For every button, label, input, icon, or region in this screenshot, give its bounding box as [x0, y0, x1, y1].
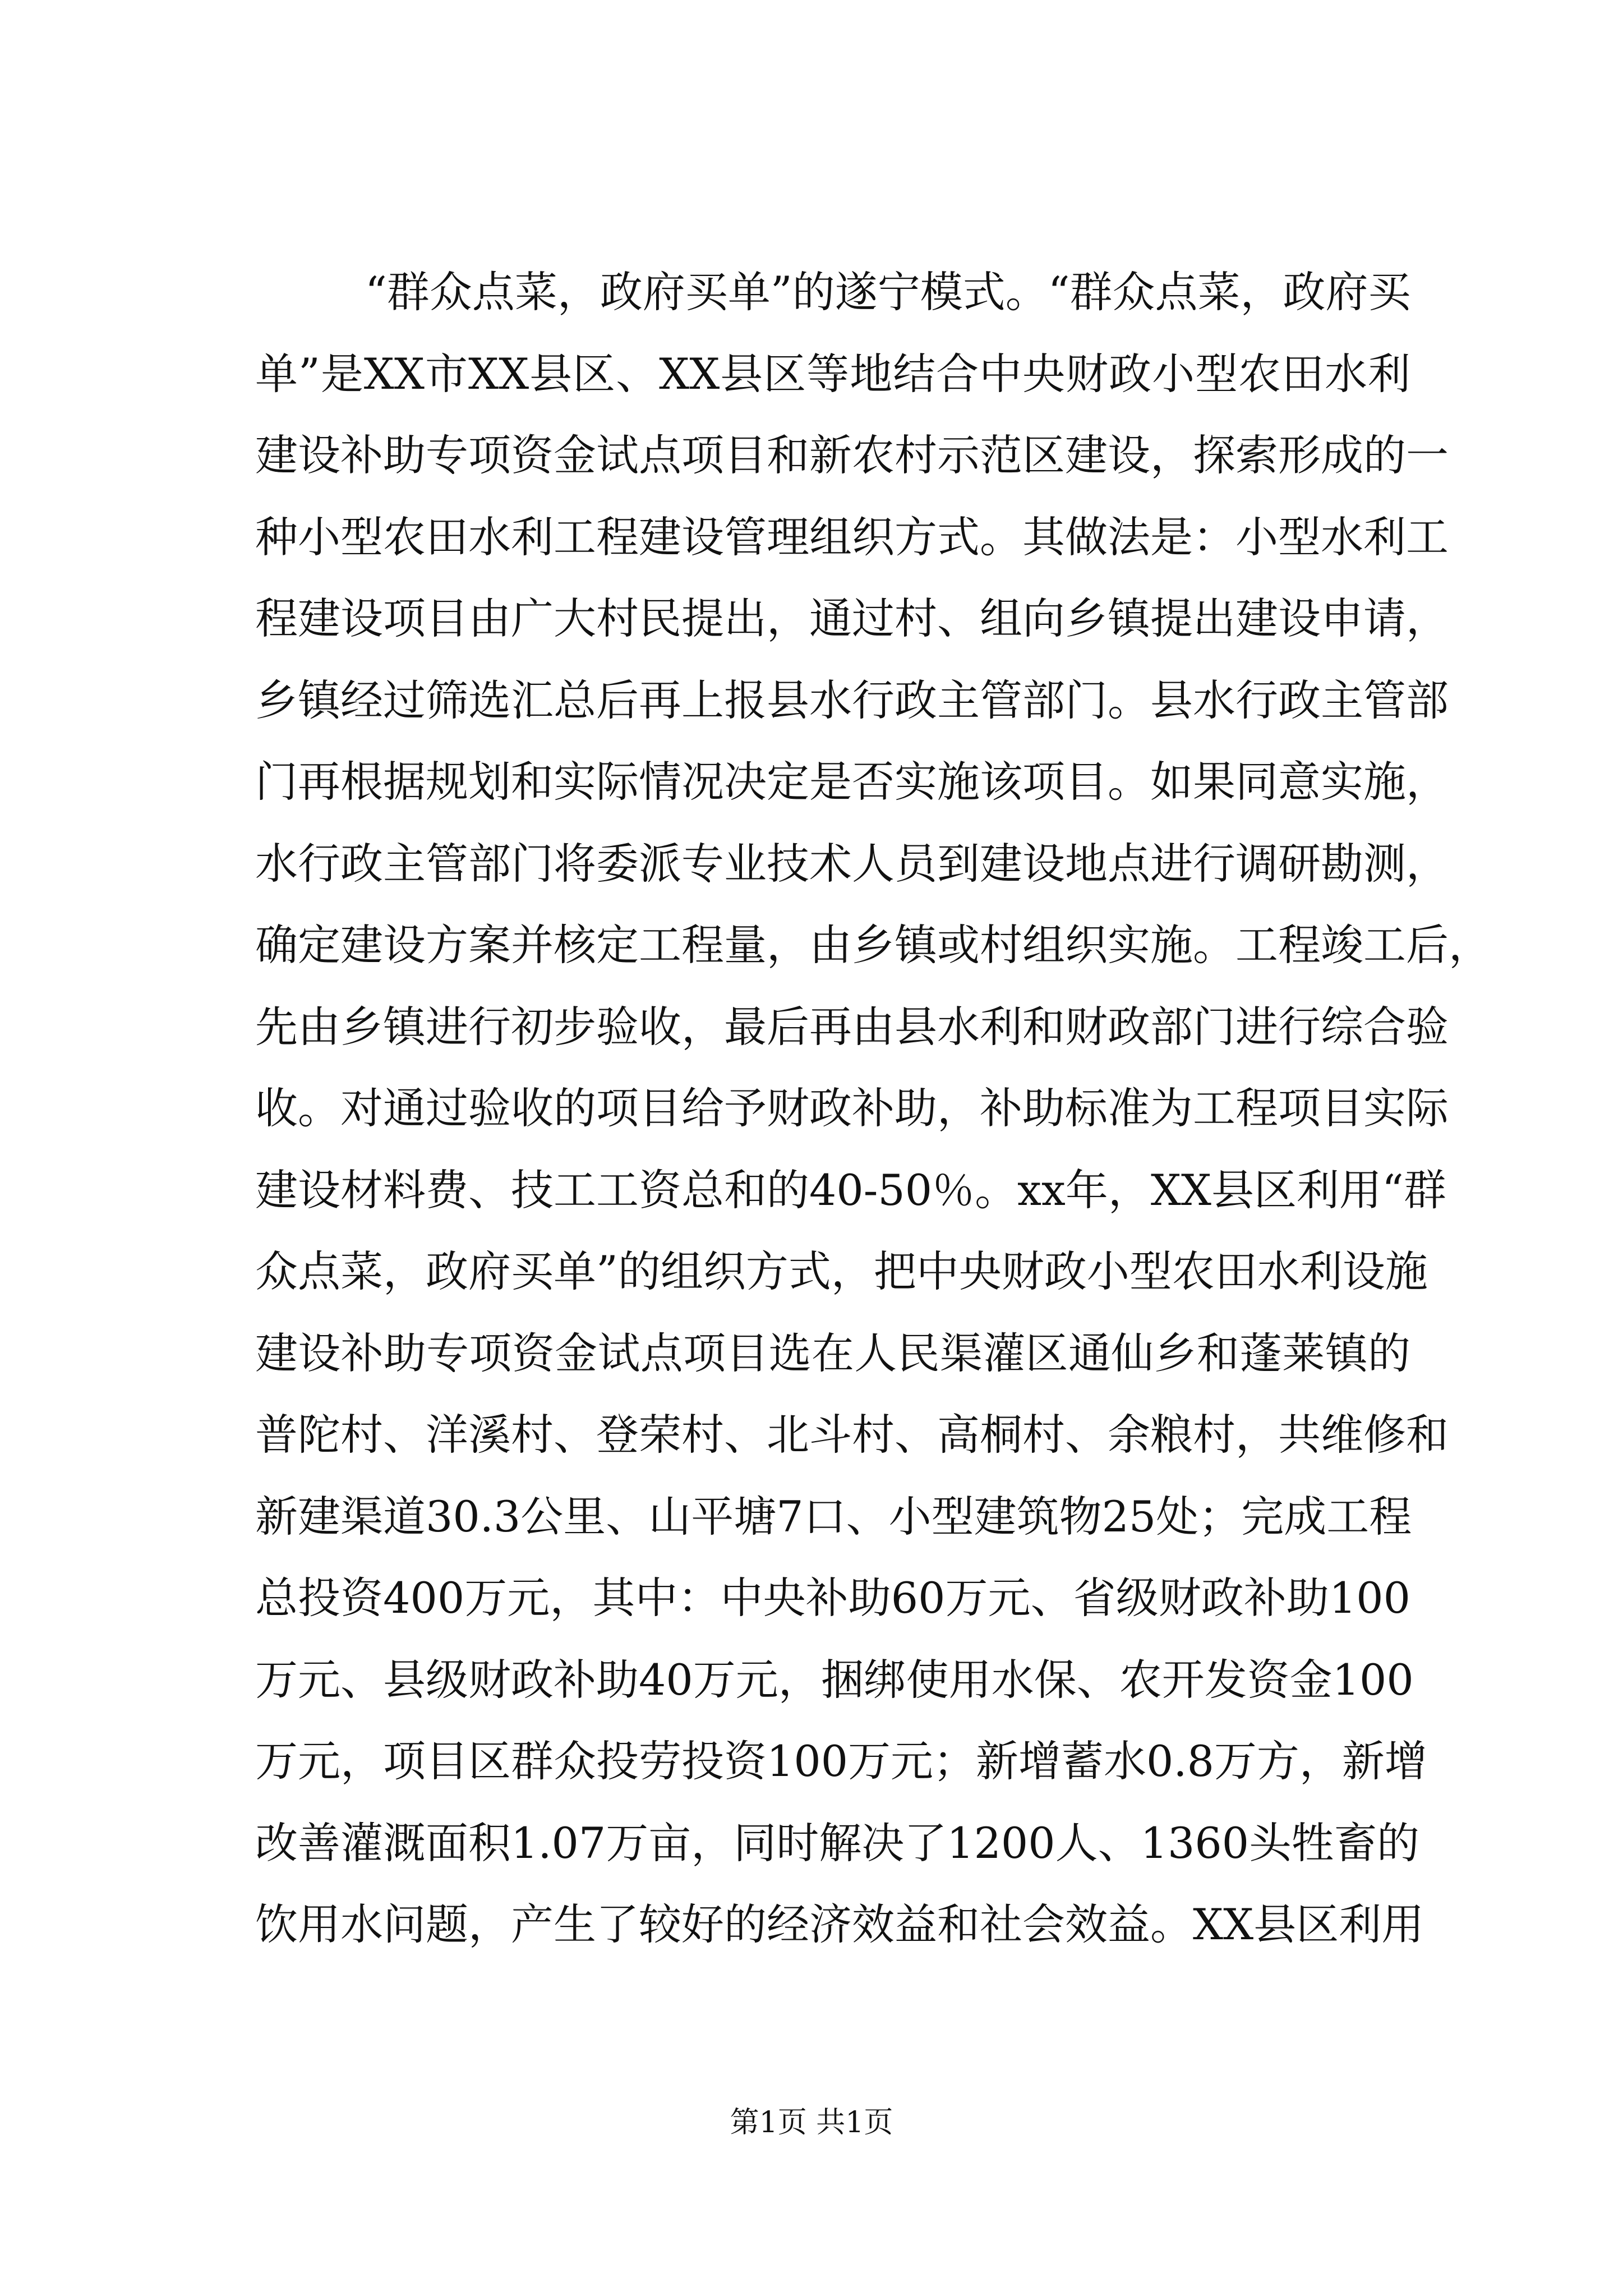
text-line: 确定建设方案并核定工程量，由乡镇或村组织实施。工程竣工后，	[255, 920, 1491, 970]
text-line: 改善灌溉面积1.07万亩，同时解决了1200人、1360头牲畜的	[255, 1818, 1420, 1868]
text-line: 建设材料费、技工工资总和的40-50％。xx年，XX县区利用“群	[255, 1165, 1446, 1215]
text-line: 新建渠道30.3公里、山平塘7口、小型建筑物25处；完成工程	[255, 1491, 1412, 1542]
text-line: 建设补助专项资金试点项目选在人民渠灌区通仙乡和蓬莱镇的	[255, 1328, 1410, 1378]
text-line: 众点菜，政府买单”的组织方式，把中央财政小型农田水利设施	[255, 1246, 1428, 1296]
text-line: 水行政主管部门将委派专业技术人员到建设地点进行调研勘测，	[255, 838, 1449, 889]
text-line: 总投资400万元，其中：中央补助60万元、省级财政补助100	[255, 1573, 1410, 1623]
text-line: 程建设项目由广大村民提出，通过村、组向乡镇提出建设申请，	[255, 593, 1449, 643]
text-line: 乡镇经过筛选汇总后再上报县水行政主管部门。县水行政主管部	[255, 675, 1449, 725]
text-line: 单”是XX市XX县区、XX县区等地结合中央财政小型农田水利	[255, 348, 1410, 399]
text-line: 先由乡镇进行初步验收，最后再由县水利和财政部门进行综合验	[255, 1001, 1449, 1052]
text-line: 建设补助专项资金试点项目和新农村示范区建设，探索形成的一	[255, 430, 1449, 480]
text-line: 种小型农田水利工程建设管理组织方式。其做法是：小型水利工	[255, 512, 1449, 562]
body-paragraph	[255, 251, 1491, 1966]
text-line: “群众点菜，政府买单”的遂宁模式。“群众点菜，政府买	[365, 267, 1411, 317]
text-line: 门再根据规划和实际情况决定是否实施该项目。如果同意实施，	[255, 757, 1449, 807]
page-footer: 第1页 共1页	[730, 2106, 893, 2139]
text-line: 万元、县级财政补助40万元，捆绑使用水保、农开发资金100	[255, 1654, 1414, 1705]
text-line: 收。对通过验收的项目给予财政补助，补助标准为工程项目实际	[255, 1083, 1449, 1133]
text-line: 饮用水问题，产生了较好的经济效益和社会效益。XX县区利用	[255, 1899, 1424, 1949]
text-line: 万元，项目区群众投劳投资100万元；新增蓄水0.8万方，新增	[255, 1736, 1427, 1786]
text-line: 普陀村、洋溪村、登荣村、北斗村、高桐村、余粮村，共维修和	[255, 1410, 1449, 1460]
